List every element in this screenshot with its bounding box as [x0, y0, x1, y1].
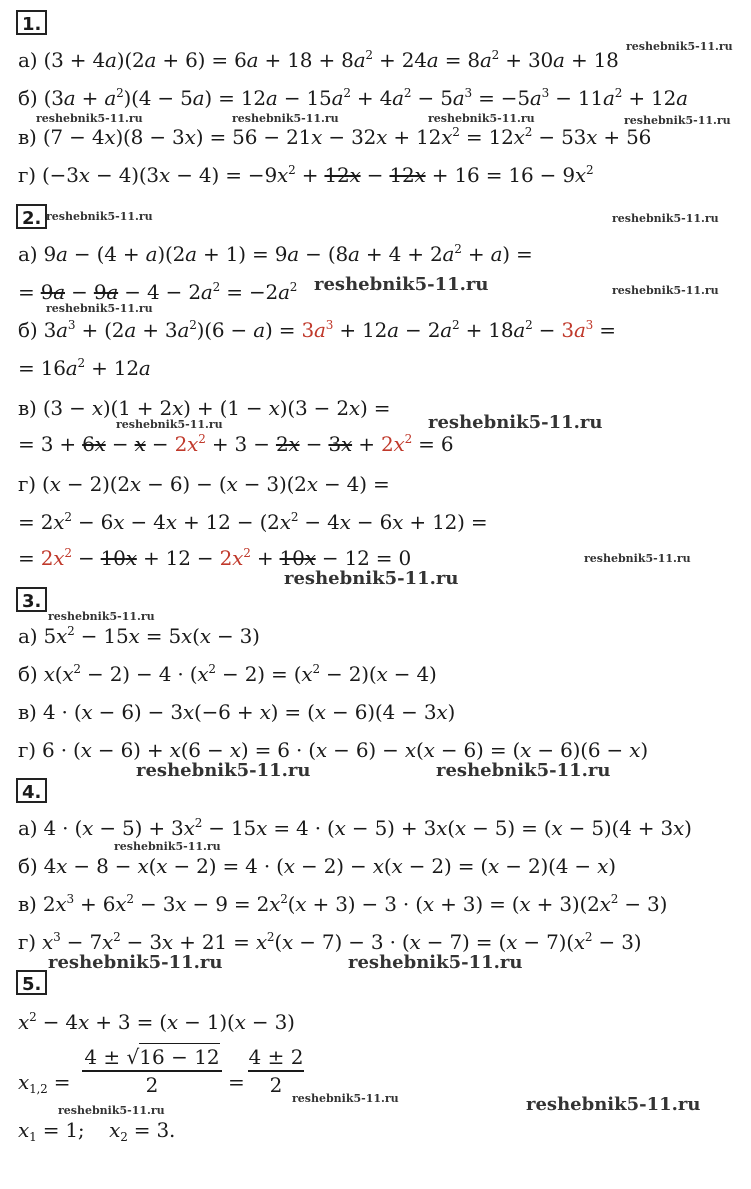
watermark: reshebnik5-11.ru — [526, 1094, 701, 1115]
task-2b-line2: = $16a^2 + 12a$ — [18, 356, 151, 380]
section-1-number: 1. — [16, 10, 47, 35]
task-4b: б) 4x − 8 − x(x − 2) = 4 · (x − 2) − x(x − 2) = (x − 2)(4 − x) — [18, 854, 616, 878]
task-2g-line3: = $2x^2 - 10x + 12 - 2x^2 + 10x - 12 = 0$ — [18, 546, 412, 570]
task-5-equals: = — [228, 1070, 245, 1094]
section-2-number: 2. — [16, 204, 47, 229]
task-2g-line2: = $2x^2 - 6x - 4x + 12 - (2x^2 - 4x - 6x + 12)$ = — [18, 510, 488, 534]
watermark: reshebnik5-11.ru — [232, 112, 339, 125]
section-5-number: 5. — [16, 970, 47, 995]
task-5-fraction-1: 4 ± √16 − 12 2 — [82, 1046, 222, 1096]
task-4g: г) $x^3 - 7x^2 - 3x + 21 = x^2(x - 7) - 3 \cdot (x - 7) = (x - 7)(x^2 - 3)$ — [18, 930, 642, 954]
watermark: reshebnik5-11.ru — [314, 274, 489, 295]
watermark: reshebnik5-11.ru — [284, 568, 459, 589]
task-1v: в) $(7 - 4x)(8 - 3x) = 56 - 21x - 32x + 12x^2 = 12x^2 - 53x + 56$ — [18, 125, 652, 149]
watermark: reshebnik5-11.ru — [48, 952, 223, 973]
task-2a-line1: а) $9a - (4 + a)(2a + 1) = 9a - (8a + 4 + 2a^2 + a)$ = — [18, 242, 533, 266]
task-3a: а) $5x^2 - 15x = 5x(x - 3)$ — [18, 624, 260, 648]
task-1g: г) $(-3x - 4)(3x - 4) = -9x^2 + 12x - 12x + 16 = 16 - 9x^2$ — [18, 163, 594, 187]
watermark: reshebnik5-11.ru — [428, 412, 603, 433]
task-3v: в) 4 · (x − 6) − 3x(−6 + x) = (x − 6)(4 − 3x) — [18, 700, 456, 724]
task-1b: б) $(3a + a^2)(4 - 5a) = 12a - 15a^2 + 4a^2 - 5a^3 = -5a^3 - 11a^2 + 12a$ — [18, 86, 688, 110]
section-4-number: 4. — [16, 778, 47, 803]
watermark: reshebnik5-11.ru — [348, 952, 523, 973]
watermark: reshebnik5-11.ru — [612, 212, 719, 225]
watermark: reshebnik5-11.ru — [114, 840, 221, 853]
watermark: reshebnik5-11.ru — [292, 1092, 399, 1105]
task-2g-line1: г) (x − 2)(2x − 6) − (x − 3)(2x − 4) = — [18, 472, 390, 496]
watermark: reshebnik5-11.ru — [46, 302, 153, 315]
task-2a-line2: = $9a - 9a - 4 - 2a^2 = -2a^2$ — [18, 280, 298, 304]
watermark: reshebnik5-11.ru — [48, 610, 155, 623]
task-1a: а) $(3 + 4a)(2a + 6) = 6a + 18 + 8a^2 + 24a = 8a^2 + 30a + 18$ — [18, 48, 619, 72]
task-5-roots-lhs: $x_{1,2}$ = — [18, 1070, 71, 1096]
task-3g: г) 6 · (x − 6) + x(6 − x) = 6 · (x − 6) − x(x − 6) = (x − 6)(6 − x) — [18, 738, 648, 762]
task-2v-line1: в) (3 − x)(1 + 2x) + (1 − x)(3 − 2x) = — [18, 396, 391, 420]
task-5-fraction-2: 4 ± 2 2 — [248, 1045, 304, 1097]
task-5-roots: $x_1 = 1$; $x_2 = 3$. — [18, 1118, 176, 1144]
watermark: reshebnik5-11.ru — [612, 284, 719, 297]
watermark: reshebnik5-11.ru — [584, 552, 691, 565]
task-4a: а) $4 \cdot (x - 5) + 3x^2 - 15x = 4 \cdot (x - 5) + 3x(x - 5) = (x - 5)(4 + 3x)$ — [18, 816, 692, 840]
watermark: reshebnik5-11.ru — [46, 210, 153, 223]
watermark: reshebnik5-11.ru — [428, 112, 535, 125]
task-3b: б) $x(x^2 - 2) - 4 \cdot (x^2 - 2) = (x^2 - 2)(x - 4)$ — [18, 662, 437, 686]
watermark: reshebnik5-11.ru — [36, 112, 143, 125]
watermark: reshebnik5-11.ru — [436, 760, 611, 781]
watermark: reshebnik5-11.ru — [624, 114, 731, 127]
watermark: reshebnik5-11.ru — [136, 760, 311, 781]
task-5-factorization: $x^2 - 4x + 3 = (x - 1)(x - 3)$ — [18, 1010, 295, 1034]
watermark: reshebnik5-11.ru — [626, 40, 733, 53]
task-2b-line1: б) $3a^3 + (2a + 3a^2)(6 - a) = 3a^3 + 12a - 2a^2 + 18a^2 - 3a^3$ = — [18, 318, 616, 342]
watermark: reshebnik5-11.ru — [116, 418, 223, 431]
task-4v: в) $2x^3 + 6x^2 - 3x - 9 = 2x^2(x + 3) - 3 \cdot (x + 3) = (x + 3)(2x^2 - 3)$ — [18, 892, 668, 916]
section-3-number: 3. — [16, 587, 47, 612]
watermark: reshebnik5-11.ru — [58, 1104, 165, 1117]
task-2v-line2: = $3 + 6x - x - 2x^2 + 3 - 2x - 3x + 2x^2 = 6$ — [18, 432, 454, 456]
